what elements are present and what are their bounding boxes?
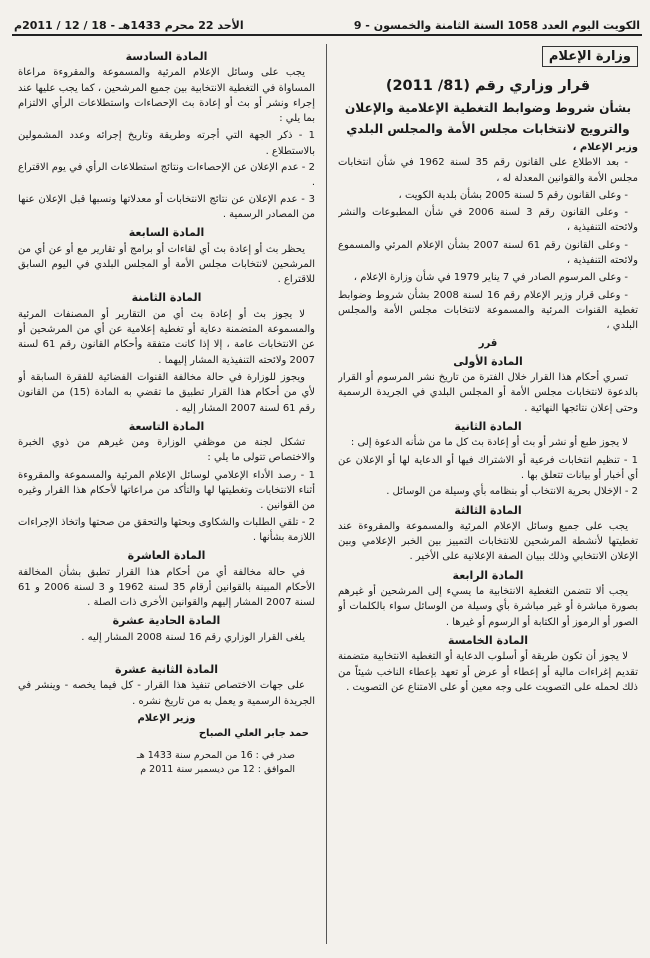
article-9-title: المادة التاسعة <box>128 419 205 433</box>
article-12-text: على جهات الاختصاص تنفيذ هذا القرار - كل فيما يخصه - وينشر في الجريدة الرسمية و يعمل به من تاريخ نشره . <box>18 680 315 707</box>
article-1-title: المادة الأولى <box>453 354 523 368</box>
decision-title: قرار وزاري رقم (81/ 2011) <box>385 78 591 94</box>
article-8-text: ويجوز للوزارة في حالة مخالفة القنوات الفضائية للفقرة السابقة أو لأي من أحكام هذا القرار تطبيق ما تقضي به المادة (15) من القانون رقم 61 لسنة 2007 المشار إليه . <box>18 371 315 414</box>
article-6-text: يجب على وسائل الإعلام المرئية والمسموعة والمقروءة مراعاة المساواة في التغطية الانتخابية بين جميع المرشحين ، كما يجب عليها عند إجراء ونشر أو بث أو إعادة بث الإحصاءات واستطلاعات الرأي الالتزام بما يلي : <box>18 67 315 125</box>
article-4-title: المادة الرابعة <box>452 568 524 582</box>
article-11-title: المادة الحادية عشرة <box>112 614 221 628</box>
ministry-label: وزارة الإعلام <box>542 46 638 67</box>
right-column <box>338 46 638 950</box>
preamble-item: - وعلى القانون رقم 5 لسنة 2005 بشأن بلدية الكويت ، <box>398 189 628 201</box>
article-3-title: المادة الثالثة <box>454 503 522 517</box>
header-issue: الكويت اليوم العدد 1058 السنة الثامنة والخمسون - 9 <box>353 19 640 32</box>
left-column <box>18 46 315 950</box>
article-5-title: المادة الخامسة <box>447 633 528 647</box>
issue-dates <box>18 749 315 777</box>
issued-hijri: صدر في : 16 من المحرم سنة 1433 هـ <box>136 750 295 762</box>
article-3-text: يجب على جميع وسائل الإعلام المرئية والمسموعة والمقروءة عند تغطيتها لأنشطة المرشحين للانتخابات التمييز بين الخبر الإعلامي وبين الإعلان الانتخابي وذلك ببيان الصفة الإعلانية على الأخير . <box>338 520 638 563</box>
article-11-text: يلغى القرار الوزاري رقم 16 لسنة 2008 المشار إليه . <box>81 631 305 643</box>
article-8-title: المادة الثامنة <box>131 291 202 305</box>
article-9-text: تشكل لجنة من موظفي الوزارة ومن غيرهم من ذوي الخبرة والاختصاص تتولى ما يلي : <box>18 437 315 464</box>
article-9-item: 1 - رصد الأداء الإعلامي لوسائل الإعلام المرئية والمسموعة والمقروءة أثناء الانتخابات وتغطيتها لها والتأكد من مراعاتها لأحكام هذا القرار وغيره من القوانين . <box>18 469 315 512</box>
article-2-title: المادة الثانية <box>454 420 522 434</box>
article-6-item: 2 - عدم الإعلان عن الإحصاءات ونتائج استطلاعات الرأي في يوم الاقتراع . <box>18 162 315 189</box>
article-12-title: المادة الثانية عشرة <box>114 662 219 676</box>
signature-name: حمد جابر العلي الصباح <box>198 728 309 740</box>
preamble-item: - وعلى القانون رقم 61 لسنة 2007 بشأن الإعلام المرئي والمسموع ولائحته التنفيذية ، <box>338 239 638 267</box>
article-5-text: لا يجوز أن تكون طريقة أو أسلوب الدعاية أو التغطية الانتخابية متضمنة تقديم إغراءات مالية أو إعطاء أو عرض أو تعهد بإعطاء الناخب شيئاً من ذلك لحمله على التصويت على وجه معين أو على الامتناع عن التصويت . <box>338 651 638 693</box>
issued-gregorian: الموافق : 12 من ديسمبر سنة 2011 م <box>140 764 295 776</box>
article-6-item: 1 - ذكر الجهة التي أجرته وطريقة وتاريخ إجرائه وعدد المشمولين بالاستطلاع . <box>18 130 315 157</box>
preamble-item: - وعلى المرسوم الصادر في 7 يناير 1979 في شأن وزارة الإعلام ، <box>353 272 628 284</box>
article-8-text: لا يجوز بث أو إعادة بث أي من التقارير أو المصنفات المرئية والمسموعة المتضمنة دعاية أو تغطية إعلامية عن أي من المرشحين أو عن الانتخابات عامة ، إلا إذا كانت متفقة وأحكام القانون رقم 61 لسنة 2007 ولائحته التنفيذية المشار إليهما . <box>18 308 315 366</box>
column-divider <box>326 44 327 944</box>
article-7-text: يحظر بث أو إعادة بث أي لقاءات أو برامج أو تقارير مع أو عن أي من المرشحين لانتخابات مجلس الأمة أو المجلس البلدي في اليوم السابق للاقتراع . <box>18 243 315 286</box>
article-10-text: في حالة مخالفة أي من أحكام هذا القرار تطبق بشأن المخالفة الأحكام المبينة بالقوانين أرقام 35 لسنة 1962 و 3 لسنة 2006 و 61 لسنة 2007 المشار إليهم والقوانين الأخرى ذات الصلة . <box>18 566 315 609</box>
preamble-item: - وعلى القانون رقم 3 لسنة 2006 في شأن المطبوعات والنشر ولائحته التنفيذية ، <box>338 207 638 234</box>
article-7-title: المادة السابعة <box>128 226 205 240</box>
signature-title: وزير الإعلام <box>137 712 196 724</box>
preamble-item: - وعلى قرار وزير الإعلام رقم 16 لسنة 2008 بشأن شروط وضوابط تغطية القنوات المرئية والمسموعة لانتخابات مجلس الأمة والمجلس البلدي ، <box>338 289 638 332</box>
minister-intro: وزير الإعلام ، <box>572 142 638 153</box>
article-10-title: المادة العاشرة <box>127 549 206 563</box>
page-header <box>14 10 640 32</box>
article-2-text: لا يجوز طبع أو نشر أو بث أو إعادة بث كل ما من شأنه الدعوة إلى : <box>350 437 628 449</box>
header-rule <box>12 34 642 36</box>
article-1-text: تسري أحكام هذا القرار خلال الفترة من تاريخ نشر المرسوم أو القرار بالدعوة لانتخابات مجلس الأمة أو المجلس البلدي في الجريدة الرسمية وحتى إعلان نتائجها النهائية . <box>338 372 638 414</box>
article-2-item: 2 - الإخلال بحرية الانتخاب أو بنظامه بأي وسيلة من الوسائل . <box>386 486 638 498</box>
article-6-item: 3 - عدم الإعلان عن نتائج الانتخابات أو معدلاتها ونسبها قبل الإعلان عنها من المصادر الرسمية . <box>18 193 315 220</box>
decision-subtitle: بشأن شروط وضوابط التغطية الإعلامية والإعلان والترويج لانتخابات مجلس الأمة والمجلس البلدي <box>344 101 632 136</box>
article-6-title: المادة السادسة <box>125 50 208 63</box>
header-date: الأحد 22 محرم 1433هـ - 18 / 12 / 2011م <box>14 19 244 32</box>
article-4-text: يجب ألا تتضمن التغطية الانتخابية ما يسيء إلى المرشحين أو غيرهم بصورة مباشرة أو غير مباشرة بأي وسيلة من الوسائل سواء بالكلمات أو الصور أو الرموز أو الكتابة أو الرسوم أو غيرها . <box>338 586 638 628</box>
decides-label: قرر <box>478 337 498 349</box>
article-9-item: 2 - تلقي الطلبات والشكاوى وبحثها والتحقق من صحتها واتخاذ الإجراءات اللازمة بشأنها . <box>18 516 315 543</box>
preamble-item: - بعد الاطلاع على القانون رقم 35 لسنة 1962 في شأن انتخابات مجلس الأمة والقوانين المعدلة له ، <box>338 157 638 184</box>
article-2-item: 1 - تنظيم انتخابات فرعية أو الاشتراك فيها أو الدعاية لها أو الإعلان عن أي أخبار أو بيانات تتعلق بها . <box>338 454 638 481</box>
